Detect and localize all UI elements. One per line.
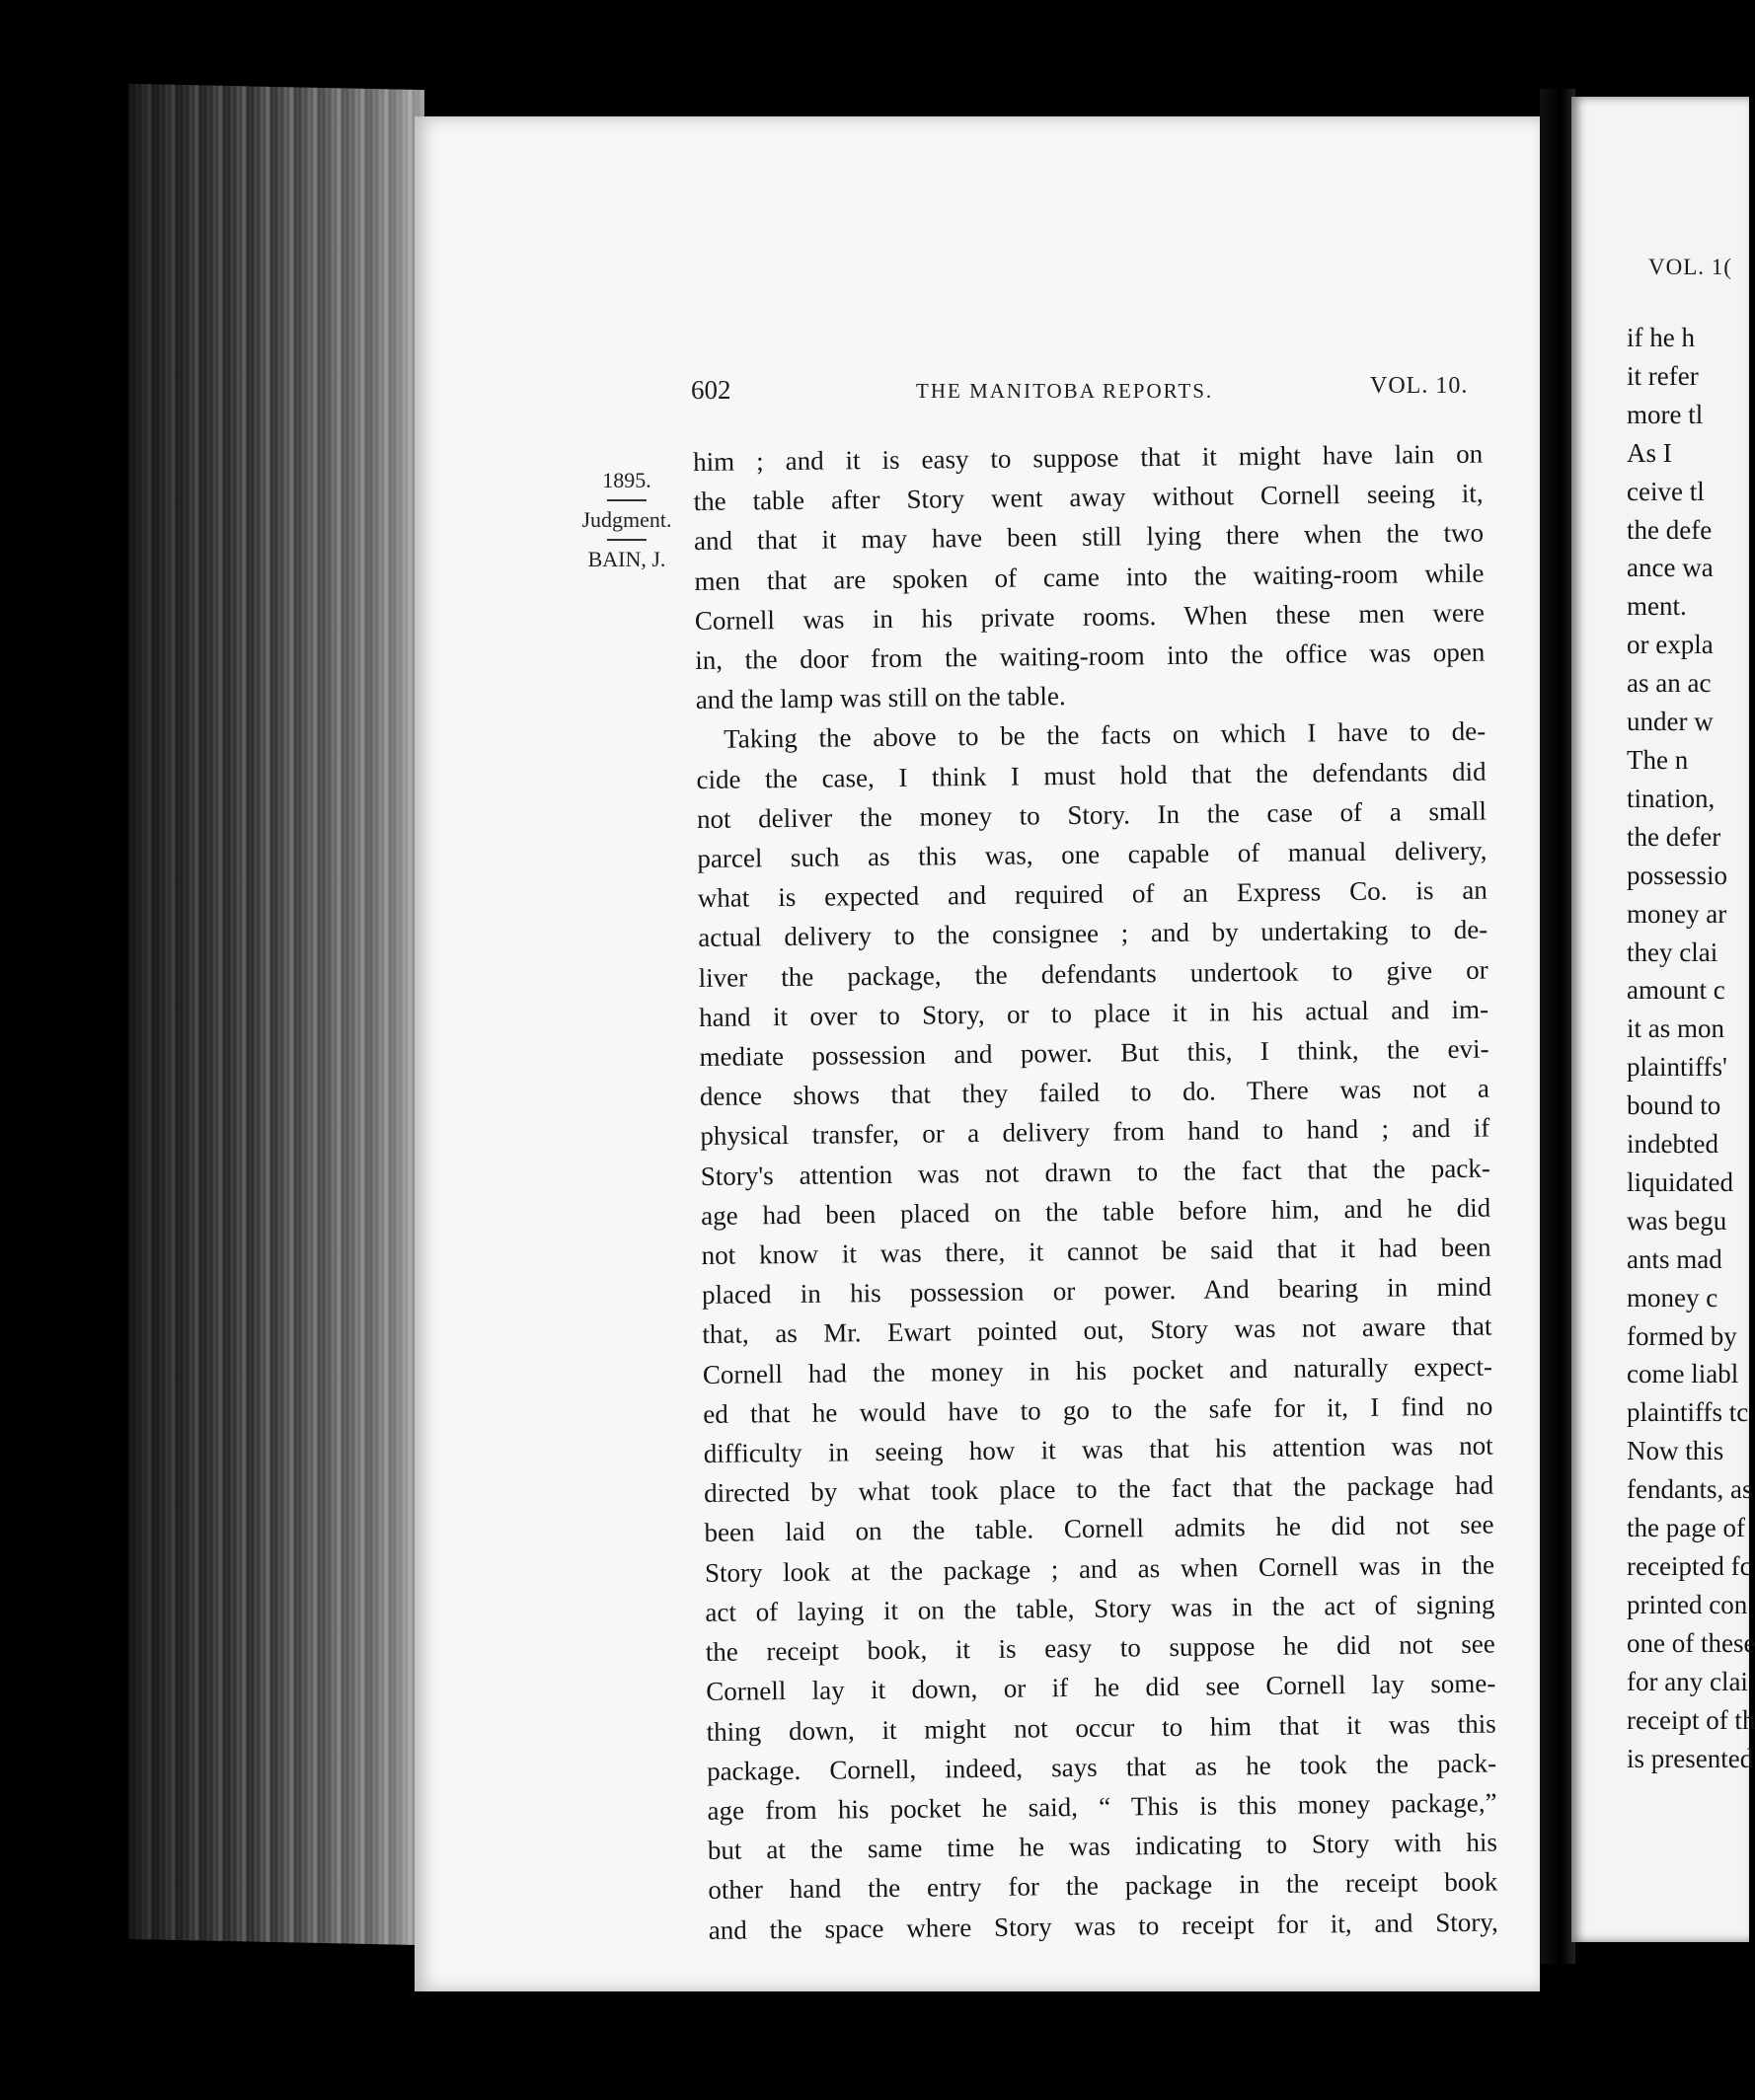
text-line: plaintiffs tc	[1627, 1397, 1749, 1428]
text-line: bound to	[1627, 1090, 1721, 1121]
right-body-text	[1627, 319, 1755, 1777]
margin-note-year: 1895.	[602, 468, 651, 492]
running-head	[415, 375, 1540, 414]
text-line: Taking the above to be the facts on which I have to de-	[723, 716, 1487, 755]
right-running-head: VOL. 1(	[1648, 255, 1732, 279]
margin-notes	[553, 462, 701, 578]
text-line: ants mad	[1627, 1243, 1722, 1274]
text-line: actual delivery to the consignee ; and by undertaking to de-	[698, 915, 1488, 953]
text-line: placed in his possession or power. And bearing in mind	[701, 1271, 1492, 1311]
text-line: liver the package, the defendants undertook to give or	[698, 954, 1488, 993]
text-line: tination,	[1627, 783, 1716, 813]
text-line: directed by what took place to the fact that the package had	[703, 1469, 1494, 1509]
text-line: come liabl	[1627, 1359, 1739, 1389]
margin-note-judge: BAIN, J.	[587, 547, 666, 571]
text-line: difficulty in seeing how it was that his attention was not	[703, 1430, 1493, 1469]
text-line: mediate possession and power. But this, I think, the evi-	[699, 1033, 1489, 1073]
text-line: ance wa	[1627, 553, 1714, 583]
text-line: for any clai	[1627, 1666, 1748, 1696]
text-line: that, as Mr. Ewart pointed out, Story was not aware that	[702, 1312, 1492, 1350]
text-line: formed by	[1627, 1320, 1737, 1351]
text-line: him ; and it is easy to suppose that it might have lain on	[693, 438, 1484, 477]
text-line: indebted	[1627, 1129, 1718, 1160]
text-line: it refer	[1627, 360, 1699, 391]
text-line: cide the case, I think I must hold that the defendants did	[696, 756, 1487, 794]
text-line: receipted fc	[1627, 1551, 1752, 1581]
text-line: not deliver the money to Story. In the case of a small	[696, 795, 1488, 834]
text-line: men that are spoken of came into the waiting-room while	[694, 558, 1485, 596]
text-line: hand it over to Story, or to place it in his actual and im-	[698, 994, 1489, 1032]
text-line: Story's attention was not drawn to the fact that the pack-	[700, 1153, 1490, 1191]
text-line: one of these	[1627, 1627, 1755, 1658]
text-line: fendants, as	[1627, 1474, 1753, 1505]
text-line: parcel such as this was, one capable of manual delivery,	[697, 835, 1488, 874]
text-line: Cornell was in his private rooms. When these men were	[694, 597, 1486, 636]
text-line: in, the door from the waiting-room into the office was open	[695, 637, 1486, 676]
text-line: the receipt book, it is easy to suppose he did not see	[705, 1628, 1495, 1668]
text-line: is presented	[1627, 1743, 1754, 1773]
text-line: as an ac	[1627, 668, 1712, 699]
text-line: amount c	[1627, 975, 1725, 1006]
text-line: money c	[1627, 1282, 1718, 1312]
text-line: dence shows that they failed to do. There was not a	[699, 1073, 1490, 1112]
text-line: the page of	[1627, 1513, 1745, 1543]
text-line: The n	[1627, 744, 1689, 775]
text-line: package. Cornell, indeed, says that as he took the pack-	[706, 1748, 1497, 1786]
left-page	[415, 116, 1540, 1991]
text-line: Story look at the package ; and as when Cornell was in the	[704, 1549, 1495, 1588]
text-line: ceive tl	[1627, 476, 1705, 506]
volume-label: VOL. 10.	[1370, 373, 1469, 399]
text-line: but at the same time he was indicating to Story with his	[707, 1827, 1498, 1866]
text-line: age had been placed on the table before him, and he did	[701, 1192, 1491, 1231]
text-line: liquidated	[1627, 1166, 1733, 1197]
text-line: ment.	[1627, 591, 1687, 622]
gutter-shadow	[1540, 89, 1575, 1964]
text-line: age from his pocket he said, “ This is this money package,”	[707, 1787, 1497, 1826]
running-title: THE MANITOBA REPORTS.	[916, 379, 1214, 403]
text-line: or expla	[1627, 630, 1714, 660]
text-line: Cornell had the money in his pocket and naturally expect-	[702, 1351, 1493, 1389]
text-line: receipt of th	[1627, 1704, 1755, 1735]
text-line: not know it was there, it cannot be said that it had been	[701, 1232, 1491, 1271]
text-line: thing down, it might not occur to him that it was this	[706, 1708, 1496, 1747]
text-line: and the space where Story was to receipt for it, and Story,	[708, 1907, 1498, 1945]
text-line: they clai	[1627, 937, 1718, 967]
body-text	[693, 434, 1498, 1950]
page-edge-stack	[128, 84, 424, 1945]
text-line: ed that he would have to go to the safe for it, I find no	[703, 1390, 1493, 1429]
text-line: under w	[1627, 707, 1714, 737]
text-line: the table after Story went away without Cornell seeing it,	[693, 478, 1484, 517]
text-line: physical transfer, or a delivery from hand to hand ; and if	[700, 1113, 1490, 1152]
text-line: what is expected and required of an Express Co. is an	[697, 874, 1488, 914]
text-line: possessio	[1627, 860, 1728, 890]
text-line: money ar	[1627, 898, 1727, 929]
text-line: other hand the entry for the package in the receipt book	[708, 1866, 1498, 1906]
margin-note-section: Judgment.	[581, 507, 672, 532]
text-line: the defe	[1627, 514, 1713, 545]
page-number: 602	[691, 375, 731, 405]
text-line: As I	[1627, 437, 1672, 468]
text-line: plaintiffs'	[1627, 1052, 1727, 1083]
text-line: was begu	[1627, 1205, 1727, 1236]
text-line: and the lamp was still on the table.	[695, 681, 1066, 715]
right-page-fragment	[1571, 97, 1755, 1942]
text-line: been laid on the table. Cornell admits he did not see	[704, 1510, 1494, 1548]
text-line: Cornell lay it down, or if he did see Cornell lay some-	[706, 1668, 1496, 1707]
text-line: the defer	[1627, 821, 1721, 852]
text-line: act of laying it on the table, Story was in the act of signing	[705, 1589, 1495, 1627]
text-line: and that it may have been still lying there when the two	[693, 518, 1485, 557]
text-line: more tl	[1627, 399, 1704, 429]
text-line: Now this	[1627, 1436, 1724, 1466]
text-line: it as mon	[1627, 1013, 1724, 1044]
text-line: if he h	[1627, 323, 1695, 352]
text-line: printed con	[1627, 1589, 1748, 1619]
